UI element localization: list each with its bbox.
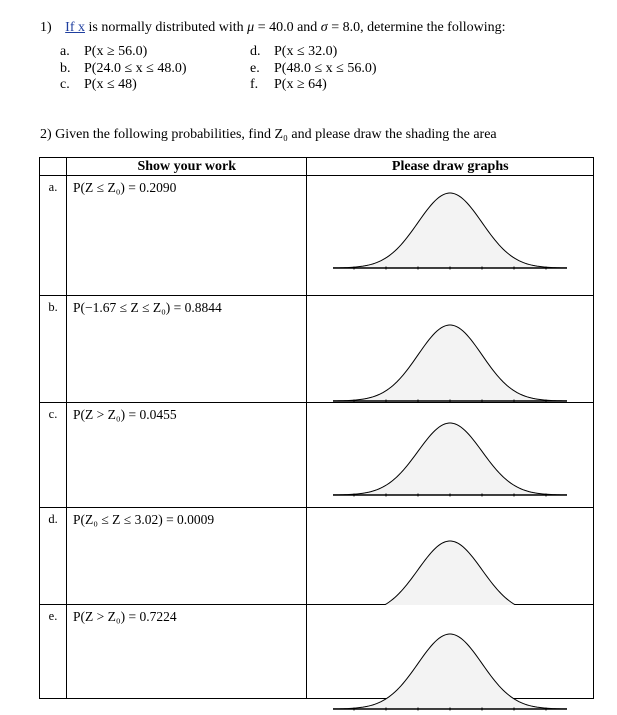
curve-area — [333, 325, 567, 401]
header-show-work: Show your work — [67, 158, 307, 176]
table-row — [40, 176, 594, 296]
option-c — [60, 77, 250, 94]
normal-curve-graph — [307, 605, 593, 715]
option-text: P(x ≤ 32.0) — [274, 44, 338, 59]
graph-area[interactable] — [307, 176, 594, 296]
work-area[interactable]: P(Z₀ ≤ Z ≤ 3.02) = 0.0009 — [67, 508, 307, 605]
table-row — [40, 508, 594, 605]
mu-value: = 40.0 and — [257, 20, 318, 35]
graph-area[interactable] — [307, 296, 594, 403]
curve-area — [333, 423, 567, 495]
curve-area — [333, 634, 567, 709]
question-1-text: is normally distributed with — [88, 20, 244, 35]
normal-curve-graph — [307, 403, 593, 508]
work-area[interactable]: P(Z > Z₀) = 0.7224 — [67, 605, 307, 699]
option-label: d. — [250, 44, 261, 59]
option-label: e. — [250, 60, 260, 76]
table-row — [40, 403, 594, 508]
normal-curve-graph — [307, 176, 593, 296]
option-text: P(24.0 ≤ x ≤ 48.0) — [84, 60, 187, 76]
question-1-number: 1) — [40, 20, 52, 35]
sigma-symbol: σ — [320, 20, 328, 35]
option-label: b. — [60, 60, 71, 76]
question-2-stem — [40, 125, 497, 145]
question-1-link[interactable]: If x — [65, 20, 85, 35]
question-2-text: Given the following probabilities, find Z₀ and please draw the shading the area — [55, 127, 497, 142]
sigma-value: = 8.0, determine the following: — [331, 20, 506, 35]
table-row — [40, 605, 594, 699]
option-text: P(x ≤ 48) — [84, 77, 137, 92]
option-text: P(x ≥ 56.0) — [84, 44, 148, 59]
mu-symbol: μ — [247, 20, 255, 35]
table-row — [40, 296, 594, 403]
option-text: P(48.0 ≤ x ≤ 56.0) — [274, 60, 377, 76]
row-letter: c. — [40, 403, 67, 508]
curve-area — [333, 541, 567, 605]
row-letter: e. — [40, 605, 67, 699]
header-blank — [40, 158, 67, 176]
option-e — [250, 61, 440, 78]
question-2-number: 2) — [40, 127, 52, 142]
normal-curve-graph — [307, 508, 593, 605]
row-letter: d. — [40, 508, 67, 605]
work-area[interactable]: P(−1.67 ≤ Z ≤ Z₀) = 0.8844 — [67, 296, 307, 403]
option-text: P(x ≥ 64) — [274, 77, 327, 92]
option-label: c. — [60, 77, 70, 92]
graph-area[interactable] — [307, 605, 594, 699]
work-area[interactable]: P(Z > Z₀) = 0.0455 — [67, 403, 307, 508]
graph-area[interactable] — [307, 403, 594, 508]
row-letter: a. — [40, 176, 67, 296]
option-a — [60, 44, 250, 61]
row-letter: b. — [40, 296, 67, 403]
option-label: f. — [250, 77, 259, 92]
question-1-stem — [40, 18, 506, 38]
option-f — [250, 77, 440, 94]
curve-area — [333, 193, 567, 268]
probability-table — [39, 157, 594, 699]
option-d — [250, 44, 440, 61]
option-label: a. — [60, 44, 70, 59]
normal-curve-graph — [307, 296, 593, 403]
graph-area[interactable] — [307, 508, 594, 605]
table-header-row — [40, 158, 594, 176]
work-area[interactable]: P(Z ≤ Z₀) = 0.2090 — [67, 176, 307, 296]
option-b — [60, 61, 250, 78]
header-draw-graphs: Please draw graphs — [307, 158, 594, 176]
